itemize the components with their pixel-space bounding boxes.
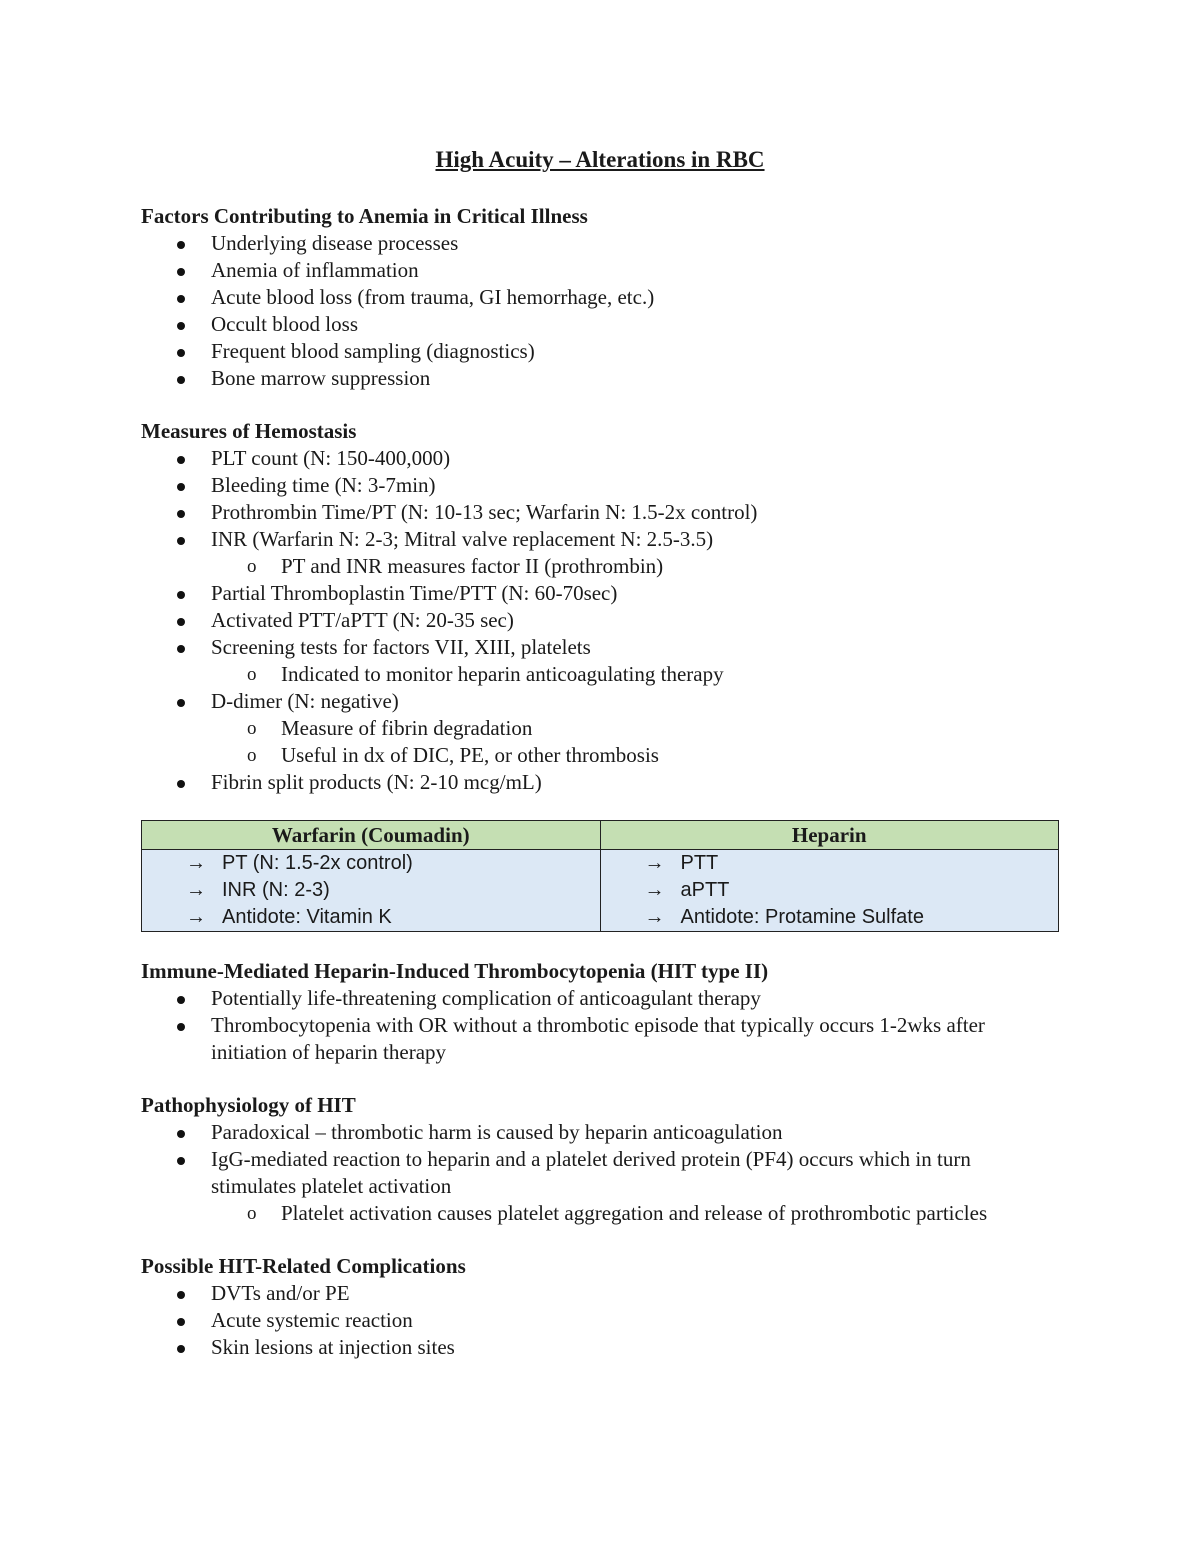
bullet-icon — [177, 1345, 185, 1353]
bullet-list — [141, 1280, 1059, 1361]
section-hit-complications — [141, 1253, 1059, 1361]
section-anemia-factors — [141, 203, 1059, 392]
list-item: Bleeding time (N: 3-7min) — [141, 472, 1059, 499]
anticoagulant-comparison-table — [141, 820, 1059, 932]
bullet-icon — [177, 591, 185, 599]
bullet-icon — [177, 1291, 185, 1299]
circle-bullet-icon: o — [247, 556, 257, 577]
list-item: Paradoxical – thrombotic harm is caused by heparin anticoagulation — [141, 1119, 1059, 1146]
bullet-icon — [177, 996, 185, 1004]
circle-bullet-icon: o — [247, 1203, 257, 1224]
bullet-icon — [177, 1318, 185, 1326]
list-item: Screening tests for factors VII, XIII, platelets o Indicated to monitor heparin anticoagulating therapy — [141, 634, 1059, 688]
bullet-icon — [177, 618, 185, 626]
bullet-icon — [177, 1157, 185, 1165]
section-heading: Factors Contributing to Anemia in Critical Illness — [141, 204, 588, 228]
sub-list-item: o Useful in dx of DIC, PE, or other thrombosis — [247, 743, 659, 767]
sub-bullet-list — [211, 715, 1059, 769]
bullet-icon — [177, 537, 185, 545]
list-item: Potentially life-threatening complication of anticoagulant therapy — [141, 985, 1059, 1012]
table-header-warfarin: Warfarin (Coumadin) — [142, 821, 601, 850]
section-hit-pathophysiology — [141, 1092, 1059, 1227]
section-hit-type-2 — [141, 958, 1059, 1066]
section-heading: Immune-Mediated Heparin-Induced Thrombocytopenia (HIT type II) — [141, 959, 769, 983]
list-item: IgG-mediated reaction to heparin and a platelet derived protein (PF4) occurs which in turn stimulates platelet activation o Platelet activation causes platelet aggregation and release of prothrombotic particles — [141, 1146, 1059, 1227]
sub-list-item: o Platelet activation causes platelet aggregation and release of prothrombotic particles — [247, 1201, 988, 1225]
list-item: PLT count (N: 150-400,000) — [141, 445, 1059, 472]
bullet-list — [141, 445, 1059, 796]
section-heading: Pathophysiology of HIT — [141, 1093, 356, 1117]
table-line: → Antidote: Vitamin K — [142, 904, 600, 931]
bullet-icon — [177, 456, 185, 464]
sub-list-item: o PT and INR measures factor II (prothrombin) — [247, 554, 664, 578]
bullet-icon — [177, 1130, 185, 1138]
bullet-icon — [177, 322, 185, 330]
bullet-icon — [177, 241, 185, 249]
bullet-icon — [177, 376, 185, 384]
sub-bullet-list — [211, 553, 1059, 580]
table-cell-warfarin — [142, 850, 601, 932]
table-line: → PTT — [601, 850, 1059, 877]
list-item: Acute systemic reaction — [141, 1307, 1059, 1334]
list-item: DVTs and/or PE — [141, 1280, 1059, 1307]
list-item: Underlying disease processes — [141, 230, 1059, 257]
section-heading: Measures of Hemostasis — [141, 419, 357, 443]
list-item: Occult blood loss — [141, 311, 1059, 338]
list-item: Thrombocytopenia with OR without a thrombotic episode that typically occurs 1-2wks after initiation of heparin therapy — [141, 1012, 1059, 1066]
arrow-right-icon: → — [186, 879, 206, 901]
bullet-icon — [177, 268, 185, 276]
bullet-icon — [177, 780, 185, 788]
bullet-list — [141, 985, 1059, 1066]
sub-list-item: o Measure of fibrin degradation — [247, 716, 533, 740]
bullet-icon — [177, 295, 185, 303]
sub-list-item: o Indicated to monitor heparin anticoagulating therapy — [247, 662, 724, 686]
arrow-right-icon: → — [186, 906, 206, 928]
list-item: INR (Warfarin N: 2-3; Mitral valve replacement N: 2.5-3.5) o PT and INR measures factor II (prothrombin) — [141, 526, 1059, 580]
circle-bullet-icon: o — [247, 745, 257, 766]
bullet-icon — [177, 349, 185, 357]
arrow-right-icon: → — [644, 906, 665, 928]
sub-bullet-list — [211, 661, 1059, 688]
arrow-right-icon: → — [186, 852, 206, 874]
table-line: → PT (N: 1.5-2x control) — [142, 850, 600, 877]
list-item: Skin lesions at injection sites — [141, 1334, 1059, 1361]
bullet-icon — [177, 645, 185, 653]
table-row — [142, 850, 1059, 932]
section-heading: Possible HIT-Related Complications — [141, 1254, 466, 1278]
list-item: Fibrin split products (N: 2-10 mcg/mL) — [141, 769, 1059, 796]
table-cell-heparin — [600, 850, 1059, 932]
section-hemostasis — [141, 418, 1059, 796]
list-item: Partial Thromboplastin Time/PTT (N: 60-70sec) — [141, 580, 1059, 607]
table-line: → INR (N: 2-3) — [142, 877, 600, 904]
list-item: Frequent blood sampling (diagnostics) — [141, 338, 1059, 365]
table-header-heparin: Heparin — [600, 821, 1059, 850]
sub-bullet-list — [211, 1200, 1059, 1227]
list-item: Acute blood loss (from trauma, GI hemorrhage, etc.) — [141, 284, 1059, 311]
list-item: Bone marrow suppression — [141, 365, 1059, 392]
page-title: High Acuity – Alterations in RBC — [435, 147, 765, 172]
bullet-list — [141, 1119, 1059, 1227]
table-line: → aPTT — [601, 877, 1059, 904]
circle-bullet-icon: o — [247, 718, 257, 739]
bullet-icon — [177, 483, 185, 491]
bullet-icon — [177, 510, 185, 518]
list-item: D-dimer (N: negative) o Measure of fibrin degradation o Useful in dx of DIC, PE, or other thrombosis — [141, 688, 1059, 769]
list-item: Prothrombin Time/PT (N: 10-13 sec; Warfarin N: 1.5-2x control) — [141, 499, 1059, 526]
table-line: → Antidote: Protamine Sulfate — [601, 904, 1059, 931]
list-item: Activated PTT/aPTT (N: 20-35 sec) — [141, 607, 1059, 634]
list-item: Anemia of inflammation — [141, 257, 1059, 284]
bullet-icon — [177, 1023, 185, 1031]
arrow-right-icon: → — [644, 879, 665, 901]
arrow-right-icon: → — [644, 852, 665, 874]
bullet-list — [141, 230, 1059, 392]
circle-bullet-icon: o — [247, 664, 257, 685]
table-header-row — [142, 821, 1059, 850]
bullet-icon — [177, 699, 185, 707]
document-page — [141, 140, 1059, 1361]
